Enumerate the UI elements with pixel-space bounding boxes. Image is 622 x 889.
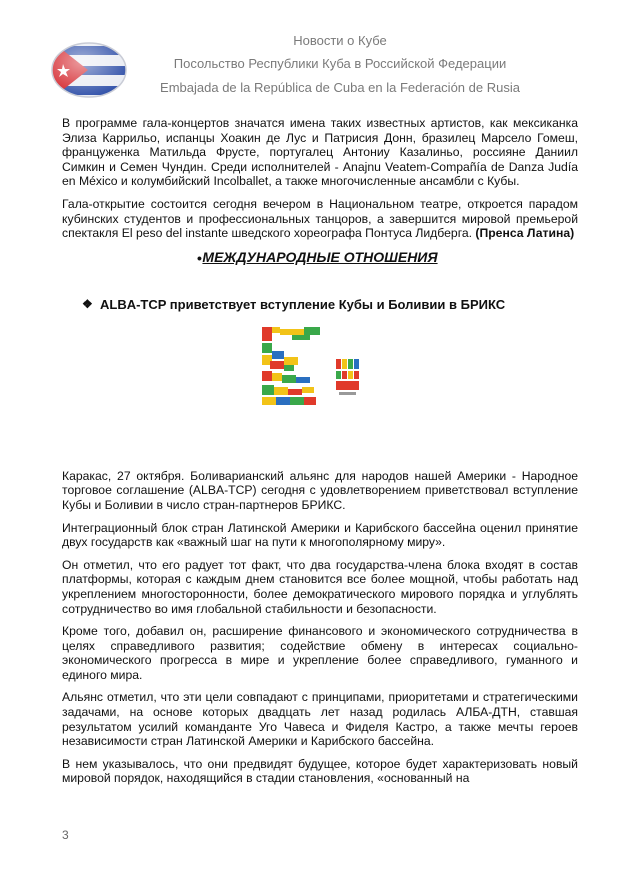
paragraph: Каракас, 27 октября. Боливарианский альянс для народов нашей Америки - Народное торговое соглашение (ALBA-TCP) сегодня с удовлетворением приветствовал вступление Кубы и Боливии в число стран-партнеров БРИКС. [62, 468, 578, 512]
paragraph: В нем указывалось, что они предвидят будущее, которое будет характеризовать новый мировой порядок, находящийся в стадии становления, «основанный на [62, 756, 578, 786]
diamond-bullet-icon: ❖ [82, 296, 93, 311]
paragraph: Он отметил, что его радует тот факт, что два государства-члена блока входят в состав платформы, которая с каждым днем становится все более мощной, чтобы работать над укреплением многосторонности, более демократического мирового порядка и углублять сотрудничество во имя глобальной стабильности и безопасности. [62, 557, 578, 616]
section-heading-text: МЕЖДУНАРОДНЫЕ ОТНОШЕНИЯ [202, 248, 438, 265]
paragraph-text: Гала-открытие состоится сегодня вечером в Национальном театре, откроется парадом кубинских студентов и профессиональных танцоров, а завершится мировой премьерой спектакля El peso del instante шведского хореографа Понтуса Лидберга. [62, 196, 578, 241]
article-heading [62, 297, 578, 319]
section-heading [62, 249, 578, 271]
page-header [0, 0, 622, 110]
paragraph: Интеграционный блок стран Латинской Америки и Карибского бассейна оценил принятие двух государств как «важный шаг на пути к многополярному миру». [62, 520, 578, 550]
article-title: ALBA-TCP приветствует вступление Кубы и Боливии в БРИКС [100, 296, 506, 312]
cuba-flag-emblem [50, 40, 128, 100]
article-images [62, 327, 578, 447]
paragraph [62, 197, 578, 241]
page-content [62, 116, 578, 794]
header-embassy-ru: Посольство Республики Куба в Российской Федерации [173, 56, 507, 71]
paragraph: Кроме того, добавил он, расширение финансового и экономического сотрудничества в целях справедливого развития; содействие обмену в интересах социально-экономического прогресса в мире и укрепление более справедливого, гуманного и единого мира. [62, 624, 578, 682]
bullet-icon: • [197, 249, 202, 266]
source-tag: (Пренса Латина) [475, 226, 575, 241]
brics-2024-logo-image [334, 357, 362, 399]
brics-flags-logo-image [262, 327, 326, 411]
paragraph: Альянс отметил, что эти цели совпадают с принципами, приоритетами и стратегическими задачами, на основе которых двадцать лет назад родилась АЛБА-ДТН, ставшая результатом усилий команданте Уго Чавеса и Фиделя Кастро, а также мечты героев независимости стран Латинской Америки и Карибского бассейна. [62, 690, 578, 749]
header-title: Новости о Кубе [293, 33, 387, 48]
page-number: 3 [62, 828, 69, 842]
header-embassy-es: Embajada de la República de Cuba en la Federación de Rusia [160, 80, 520, 95]
paragraph: В программе гала-концертов значатся имена таких известных артистов, как мексиканка Элиза Каррильо, испанцы Хоакин де Лус и Патрисия Донн, бразилец Марсело Гомеш, француженка Матильда Фрусте, португалец Антониу Казалиньо, россияне Даниил Симкин и Семен Чундин. Среди исполнителей - Anajnu Veatem-Compañía de Danza Judía en México и колумбийский Incolballet, а также многочисленные ансамбли с Кубы. [62, 116, 578, 189]
